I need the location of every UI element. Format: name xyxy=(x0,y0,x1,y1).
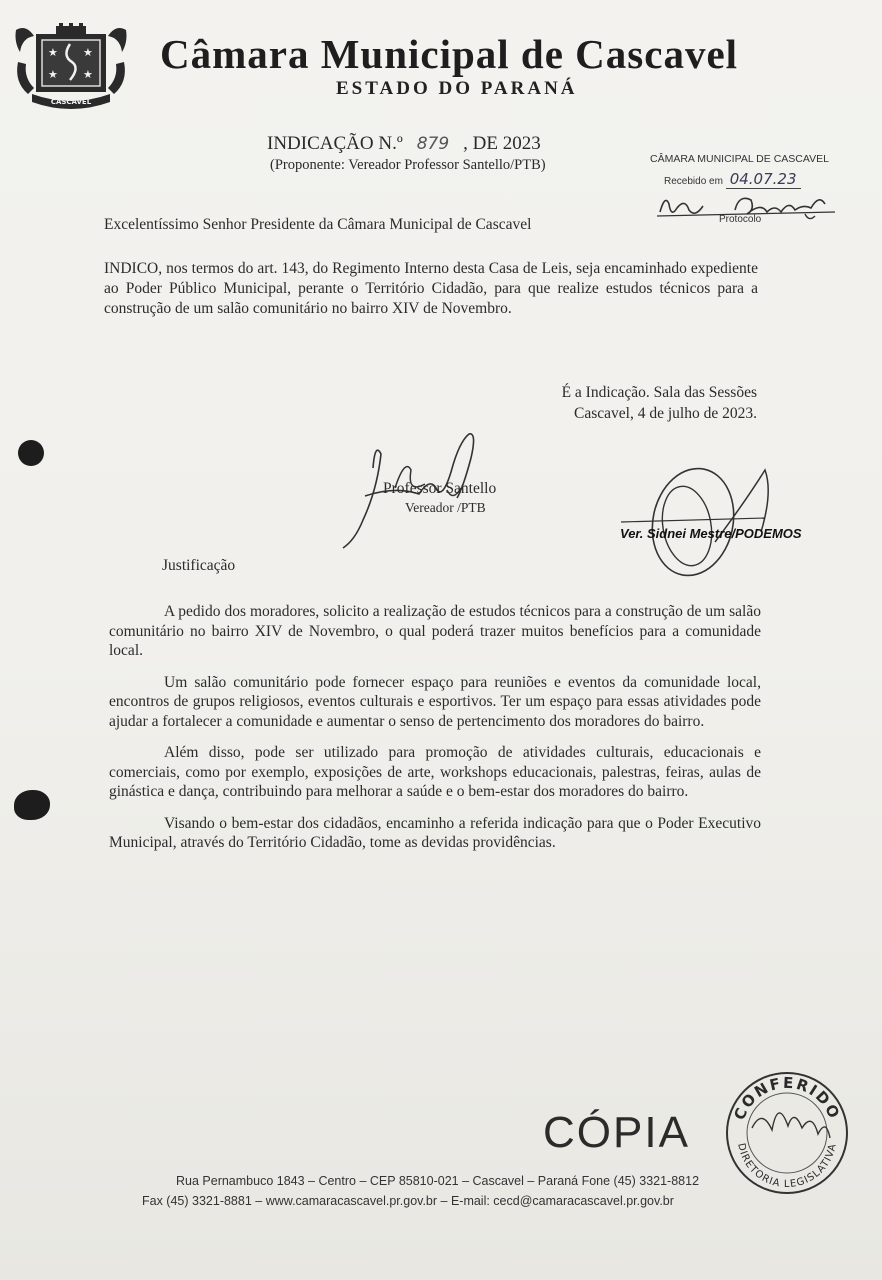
svg-text:★: ★ xyxy=(83,46,93,59)
second-signer-line: Ver. Sidnei Mestre/PODEMOS xyxy=(620,526,802,541)
justification-paragraph: Visando o bem-estar dos cidadãos, encaminho a referida indicação para que o Poder Executivo Municipal, através do Território Cidadão, tome as devidas providências. xyxy=(109,814,761,851)
chamber-title: Câmara Municipal de Cascavel xyxy=(160,31,739,77)
indicacao-number-handwritten: 879 xyxy=(416,134,450,154)
received-date: 04.07.23 xyxy=(726,170,801,189)
justification-body xyxy=(109,602,761,865)
closing-line-1: É a Indicação. Sala das Sessões xyxy=(561,384,757,401)
closing-line-2: Cascavel, 4 de julho de 2023. xyxy=(574,405,757,422)
main-paragraph: INDICO, nos termos do art. 143, do Regimento Interno desta Casa de Leis, seja encaminhado expediente ao Poder Público Municipal, perante o Território Cidadão, para que realize estudos técnicos para a construção de um salão comunitário no bairro XIV de Novembro. xyxy=(104,260,758,317)
state-title: ESTADO DO PARANÁ xyxy=(336,78,578,99)
justification-paragraph: Um salão comunitário pode fornecer espaço para reuniões e eventos da comunidade local, encontros de grupos religiosos, eventos culturais e esportivos. Ter um espaço para essas atividades pode ajudar a fortalecer a comunidade e aumentar o senso de pertencimento dos moradores do bairro. xyxy=(109,673,761,730)
signer-role: Vereador /PTB xyxy=(405,500,486,515)
copy-stamp: CÓPIA xyxy=(543,1108,690,1157)
city-crest-logo xyxy=(12,22,130,112)
binder-hole-top xyxy=(18,440,44,466)
footer-address: Rua Pernambuco 1843 – Centro – CEP 85810-021 – Cascavel – Paraná Fone (45) 3321-8812 xyxy=(176,1174,700,1188)
signer-name: Professor Santello xyxy=(383,480,497,497)
closing-block xyxy=(500,382,757,424)
svg-text:★: ★ xyxy=(48,46,58,59)
svg-text:CONFERIDO xyxy=(730,1074,843,1123)
signature-second-councilor xyxy=(615,462,790,582)
receipt-stamp-organization: CÂMARA MUNICIPAL DE CASCAVEL xyxy=(650,153,829,165)
indicacao-year: , DE 2023 xyxy=(463,133,541,154)
receipt-stamp-received xyxy=(664,170,801,188)
svg-text:★: ★ xyxy=(48,68,58,81)
salutation: Excelentíssimo Senhor Presidente da Câmara Municipal de Cascavel xyxy=(104,216,532,233)
seal-bottom-text: DIRETORIA LEGISLATIVA xyxy=(735,1142,839,1190)
svg-text:★: ★ xyxy=(83,68,93,81)
justification-title: Justificação xyxy=(162,557,236,574)
protocol-label: Protocolo xyxy=(719,214,762,225)
indicacao-prefix: INDICAÇÃO N.º xyxy=(267,133,403,154)
footer-contact: Fax (45) 3321-8881 – www.camaracascavel.pr.gov.br – E-mail: cecd@camaracascavel.pr.gov.br xyxy=(142,1194,674,1208)
conferido-seal xyxy=(722,1068,852,1198)
crest-label: CASCAVEL xyxy=(50,98,92,106)
justification-paragraph: A pedido dos moradores, solicito a realização de estudos técnicos para a construção de um salão comunitário no bairro XIV de Novembro, o qual poderá trazer muitos benefícios para a comunidade local. xyxy=(109,603,761,659)
justification-paragraph: Além disso, pode ser utilizado para promoção de atividades culturais, educacionais e comerciais, como por exemplo, exposições de arte, workshops educacionais, palestras, feiras, aulas de ginástica e dança, contribuindo para melhorar a saúde e o bem-estar dos moradores do bairro. xyxy=(109,744,761,800)
indicacao-heading xyxy=(267,133,541,155)
binder-hole-bottom xyxy=(14,790,50,820)
proponent-line: (Proponente: Vereador Professor Santello/PTB) xyxy=(270,157,546,173)
seal-top-text: CONFERIDO xyxy=(730,1073,844,1123)
received-label: Recebido em xyxy=(664,176,723,187)
